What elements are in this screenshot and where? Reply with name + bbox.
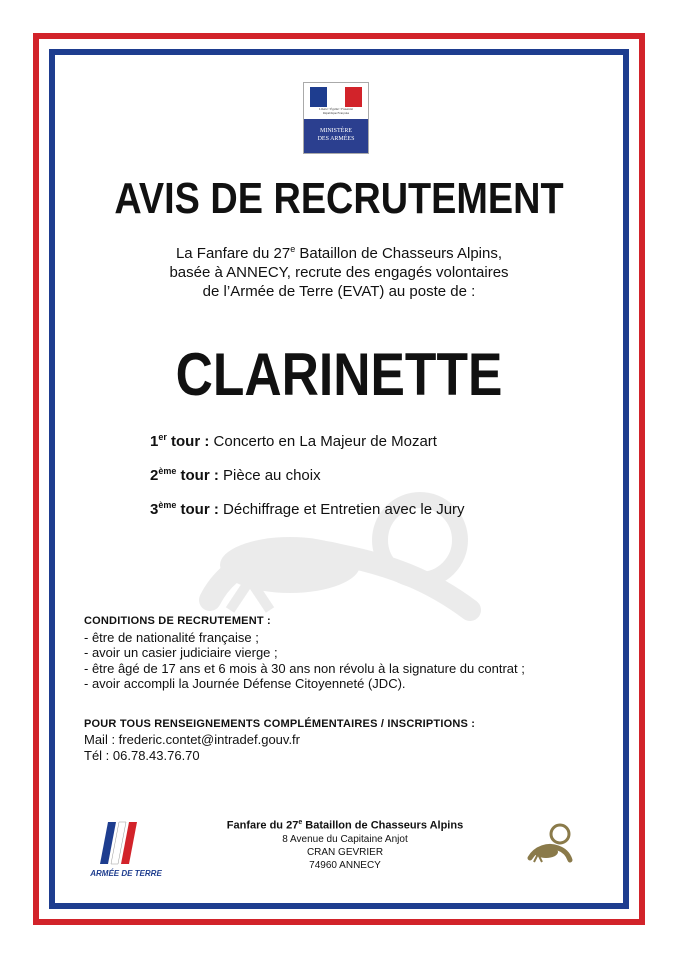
logo-motto: Liberté • Égalité • Fraternité République Française [319,107,353,115]
intro-line-1: La Fanfare du 27e Bataillon de Chasseurs Alpins, [175,244,503,262]
intro-text [0,240,678,301]
contact-section [84,716,475,764]
round-item: 2ème tour : Pièce au choix [150,466,321,484]
footer-org: Fanfare du 27e Bataillon de Chasseurs Alpins [226,819,464,832]
tricolor-flag-icon [310,87,362,107]
contact-heading: POUR TOUS RENSEIGNEMENTS COMPLÉMENTAIRES / INSCRIPTIONS : [84,718,476,730]
footer-address-line: 74960 ANNECY [309,859,381,871]
conditions-section [84,614,525,692]
contact-mail[interactable]: Mail : frederic.contet@intradef.gouv.fr [84,732,300,747]
contact-phone[interactable]: Tél : 06.78.43.76.70 [84,748,200,763]
footer-address-line: CRAN GEVRIER [306,846,384,858]
armee-de-terre-logo-text: ARMÉE DE TERRE [90,869,162,878]
ministere-des-armees-logo [303,82,369,154]
audition-rounds [150,432,465,534]
page-title: AVIS DE RECRUTEMENT [114,174,564,223]
round-item: 3ème tour : Déchiffrage et Entretien avec le Jury [150,500,465,518]
intro-line-2: basée à ANNECY, recrute des engagés volontaires [169,264,509,281]
round-item: 1er tour : Concerto en La Majeur de Mozart [150,432,437,450]
condition-item: - avoir accompli la Journée Défense Citoyenneté (JDC). [84,676,406,691]
logo-ministere-label: MINISTÈRE DES ARMÉES [304,119,368,153]
footer-address [150,816,540,872]
conditions-heading: CONDITIONS DE RECRUTEMENT : [84,615,271,627]
chasseurs-horn-emblem-icon [524,820,574,870]
condition-item: - avoir un casier judiciaire vierge ; [84,645,278,660]
intro-line-3: de l’Armée de Terre (EVAT) au poste de : [202,283,476,300]
condition-item: - être âgé de 17 ans et 6 mois à 30 ans non révolu à la signature du contrat ; [84,660,525,676]
footer-address-line: 8 Avenue du Capitaine Anjot [282,833,408,845]
position-title: CLARINETTE [175,341,503,408]
condition-item: - être de nationalité française ; [84,629,259,645]
